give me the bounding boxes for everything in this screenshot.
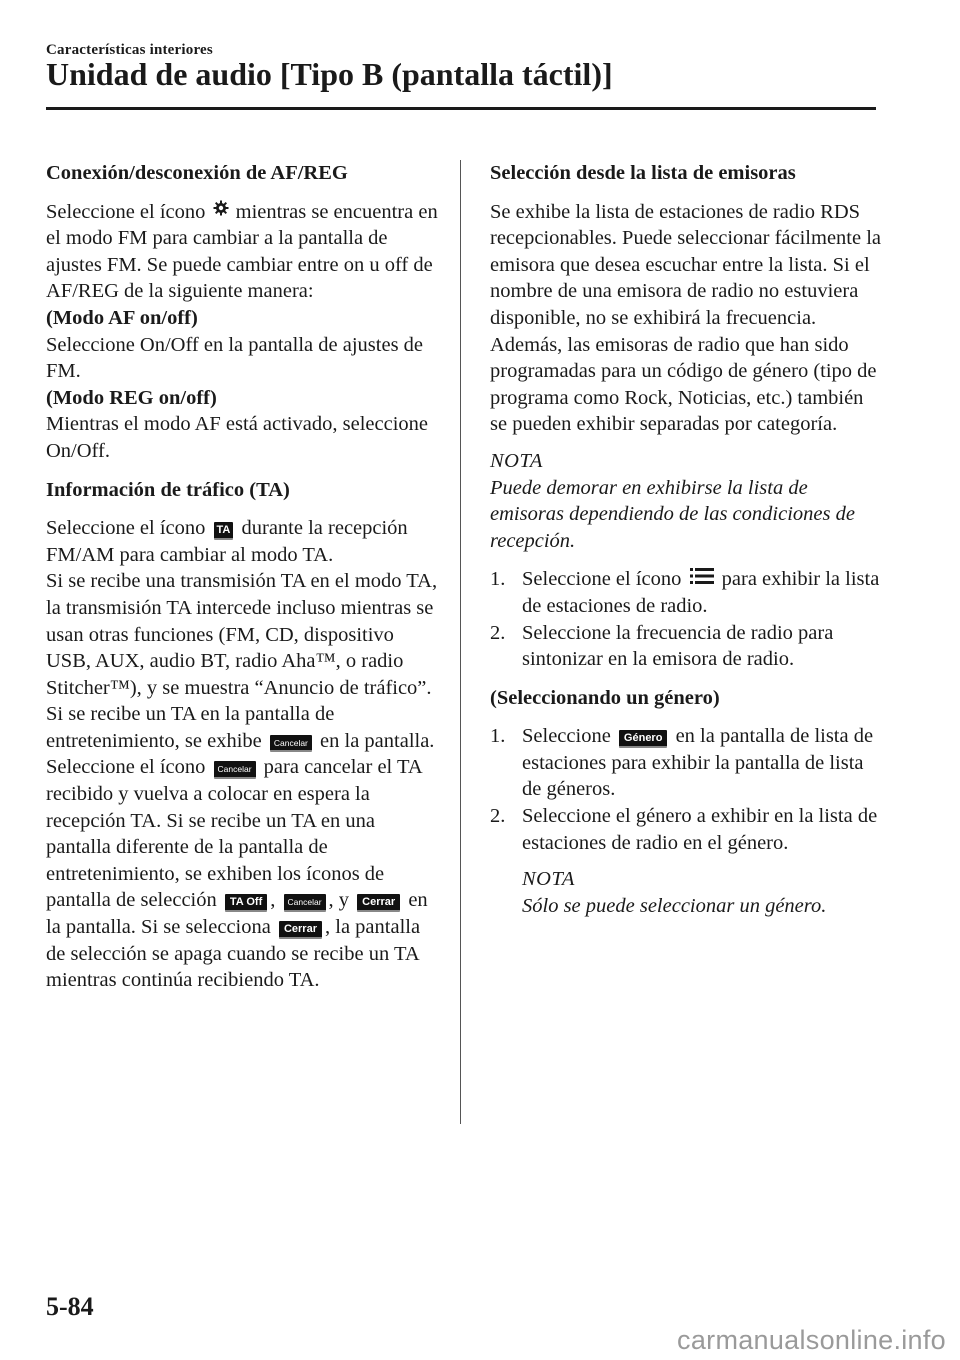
heading-genre: (Seleccionando un género) xyxy=(490,686,720,709)
ta-paragraph-1 xyxy=(46,515,441,568)
list-icon xyxy=(690,567,714,585)
step-number: 2. xyxy=(490,621,506,644)
genre-steps xyxy=(490,723,885,856)
ta-text-3g: , la pantalla de selección se apaga cuando se recibe un TA mientras continúa recibiendo TA. xyxy=(46,916,421,992)
step-text: Seleccione el ícono xyxy=(522,568,682,591)
title-rule xyxy=(46,107,876,110)
step-text: Seleccione xyxy=(522,725,611,748)
section-label: Características interiores xyxy=(46,42,213,58)
af-mode-text: Seleccione On/Off en la pantalla de ajustes de FM. xyxy=(46,333,424,383)
step-text: para exhibir la lista de estaciones de radio. xyxy=(522,568,880,617)
cancelar-button-icon: Cancelar xyxy=(214,761,256,779)
ta-paragraph-3 xyxy=(46,701,441,994)
step-text: Seleccione la frecuencia de radio para sintonizar en la emisora de radio. xyxy=(522,621,834,671)
ta-text-1: Seleccione el ícono xyxy=(46,517,206,540)
step-number: 1. xyxy=(490,725,506,748)
heading-af-reg: Conexión/desconexión de AF/REG xyxy=(46,162,348,184)
nota-label: NOTA xyxy=(522,868,575,891)
ta-text-3a: Si se recibe un TA en la pantalla de entretenimiento, se exhibe xyxy=(46,703,335,752)
nota-label: NOTA xyxy=(490,449,543,472)
column-divider xyxy=(460,160,461,1124)
af-text-1: Seleccione el ícono xyxy=(46,200,206,223)
step-number: 2. xyxy=(490,805,506,828)
watermark: carmanualsonline.info xyxy=(677,1325,946,1355)
nota-text: Puede demorar en exhibirse la lista de emisoras dependiendo de las condiciones de recepción. xyxy=(490,476,855,552)
af-mode-title: (Modo AF on/off) xyxy=(46,306,198,329)
right-column xyxy=(490,160,885,919)
list-item xyxy=(490,620,885,673)
ta-text-3d: , xyxy=(270,889,276,912)
genero-button-icon: Género xyxy=(619,730,668,748)
heading-ta: Información de tráfico (TA) xyxy=(46,478,290,501)
ta-button-icon: TA xyxy=(214,522,234,540)
nota-text: Sólo se puede seleccionar un género. xyxy=(522,894,827,917)
cancelar-button-icon: Cancelar xyxy=(270,735,312,753)
step-number: 1. xyxy=(490,568,506,591)
step-text: en la pantalla de lista de estaciones para exhibir la pantalla de lista de géneros. xyxy=(522,725,874,801)
af-text-2: mientras se encuentra en el modo FM para cambiar a la pantalla de ajustes FM. Se puede cambiar entre on u off de AF/REG de la siguiente manera: xyxy=(46,200,438,303)
cancelar-button-icon: Cancelar xyxy=(284,894,326,912)
ta-off-button-icon: TA Off xyxy=(225,894,267,912)
ta-text-2: durante la recepción FM/AM para cambiar al modo TA. xyxy=(46,517,408,566)
cerrar-button-icon: Cerrar xyxy=(357,894,400,912)
ta-paragraph-2: Si se recibe una transmisión TA en el modo TA, la transmisión TA intercede incluso mientras se usan otras funciones (FM, CD, dispositivo USB, AUX, audio BT, radio Aha™, o radio Stitcher™), y se muestra “Anuncio de tráfico”. xyxy=(46,570,438,699)
cerrar-button-icon: Cerrar xyxy=(279,921,322,939)
list-item xyxy=(490,566,885,619)
station-list-paragraph: Se exhibe la lista de estaciones de radio RDS recepcionables. Puede seleccionar fácilmente la emisora que desea escuchar entre la lista. Si el nombre de una emisora de radio no estuviera disponible, no se exhibirá la frecuencia. Además, las emisoras de radio que han sido programadas para un código de género (tipo de programa como Rock, Noticias, etc.) también se pueden exhibir separadas por categoría. xyxy=(490,200,882,436)
list-item xyxy=(490,803,885,856)
station-steps xyxy=(490,566,885,672)
gear-icon xyxy=(213,200,229,216)
reg-mode-text: Mientras el modo AF está activado, seleccione On/Off. xyxy=(46,413,428,462)
ta-text-3b: en la pantalla. Seleccione el ícono xyxy=(46,729,435,779)
heading-station-list: Selección desde la lista de emisoras xyxy=(490,162,796,184)
ta-text-3e: , y xyxy=(328,889,350,912)
ta-text-3c: para cancelar el TA recibido y vuelva a colocar en espera la recepción TA. Si se recibe un TA en una pantalla diferente de la pantalla de entretenimiento, se exhiben los íconos de pantalla de selección xyxy=(46,756,422,912)
af-paragraph xyxy=(46,199,441,305)
reg-mode-title: (Modo REG on/off) xyxy=(46,386,217,409)
page-number: 5-84 xyxy=(46,1292,94,1321)
left-column xyxy=(46,160,441,994)
ta-text-3f: en la pantalla. Si se selecciona xyxy=(46,889,428,939)
step-text: Seleccione el género a exhibir en la lista de estaciones de radio en el género. xyxy=(522,805,878,854)
list-item xyxy=(490,723,885,803)
page-title: Unidad de audio [Tipo B (pantalla táctil)] xyxy=(46,56,613,92)
